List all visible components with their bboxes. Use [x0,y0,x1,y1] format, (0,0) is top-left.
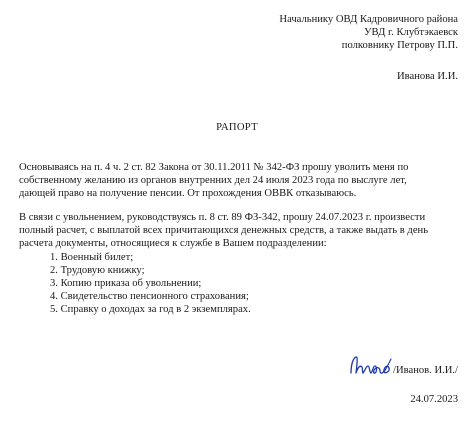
list-item: 5. Справку о доходах за год в 2 экземплярах. [50,304,251,315]
printed-signature: /Иванов. И.И./ [393,365,458,376]
sender-name: Иванова И.И. [397,71,458,82]
list-item: 3. Копию приказа об увольнении; [50,278,202,289]
paragraph-line: Основываясь на п. 4 ч. 2 ст. 82 Закона от 30.11.2011 № 342-ФЗ прошу уволить меня по [19,162,409,173]
document-date: 24.07.2023 [410,394,458,405]
signature-row [348,353,458,377]
addressee-block [279,13,458,52]
list-item: 2. Трудовую книжку; [50,265,145,276]
paragraph-settlement [19,211,459,250]
paragraph-line: полный расчет, с выплатой всех причитающихся денежных средств, а также выдать в день [19,225,429,236]
document-title: РАПОРТ [216,122,258,133]
paragraph-line: собственному желанию из органов внутренних дел 24 июля 2023 года по выслуге лет, [19,175,407,186]
addressee-line: полковнику Петрову П.П. [341,40,458,51]
list-item: 4. Свидетельство пенсионного страхования; [50,291,249,302]
documents-list [50,251,251,316]
paragraph-line: дающей право на получение пенсии. От прохождения ОВВК отказываюсь. [19,188,357,199]
handwritten-signature [348,353,392,377]
list-item: 1. Военный билет; [50,252,134,263]
paragraph-line: В связи с увольнением, руководствуясь п. 8 ст. 89 ФЗ-342, прошу 24.07.2023 г. произвести [19,212,426,223]
paragraph-line: расчета документы, относящиеся к службе в Вашем подразделении: [19,238,327,249]
addressee-line: Начальнику ОВД Кадровичного района [279,14,458,25]
addressee-line: УВД г. Клубтэкаевск [363,27,458,38]
paragraph-resignation [19,161,459,200]
